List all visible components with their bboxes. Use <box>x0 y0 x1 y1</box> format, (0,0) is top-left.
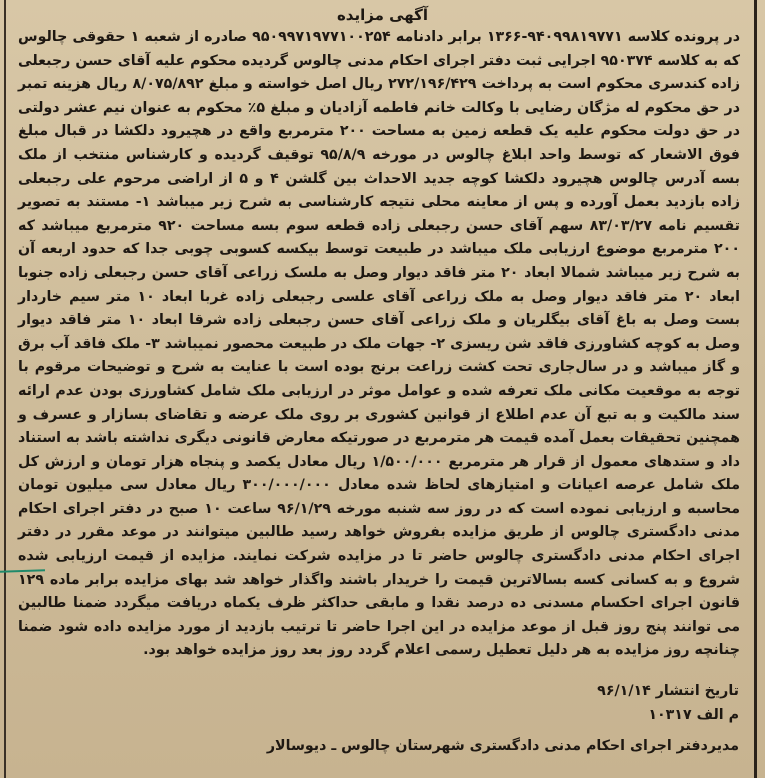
ad-body: در پرونده کلاسه ۹۴۰۹۹۸۱۹۷۷۱-۱۳۶۶ برابر دادنامه ۹۵۰۹۹۷۱۹۷۷۱۰۰۲۵۴ صادره از شعبه ۱ حقوقی چالوس که به کلاسه ۹۵۰۳۷۴ اجرایی ثبت دفتر اجرای احکام مدنی چالوس گردیده محکوم علیه آقای حسن رجبعلی زاده کندسری محکوم است به پرداخت ۲۷۲/۱۹۶/۴۲۹ ریال اصل خواسته و مبلغ ۸/۰۷۵/۸۹۲ ریال هزینه تمبر در حق محکوم له مژگان رضایی با وکالت خانم فاطمه آزادیان و مبلغ ۵٪ محکوم به عنوان نیم عشر دولتی در حق دولت محکوم علیه یک قطعه زمین به مساحت ۲۰۰ مترمربع واقع در هچیرود دلکشا در قبال مبلغ فوق الاشعار که توسط واحد ابلاغ چالوس در مورخه ۹۵/۸/۹ توقیف گردیده و کارشناس منتخب از ملک بسه آدرس چالوس هچیرود دلکشا کوچه جدید الاحداث بین گلشن ۴ و ۵ از اراضی مرحوم علی رجبعلی زاده بازدید بعمل آورده و پس از معاینه محلی نتیجه کارشناسی به شرح زیر میباشد ۱- مستند به تصویر تقسیم نامه ۸۳/۰۳/۲۷ سهم آقای حسن رجبعلی زاده قطعه سوم بسه مساحت ۹۲۰ مترمربع میباشد که ۲۰۰ مترمربع موضوع ارزیابی ملک میباشد در طبیعت توسط بیکسه کسوبی چوبی جدا که حدود اربعه آن به شرح زیر میباشد شمالا ابعاد ۲۰ متر فاقد دیوار وصل به ملسک زراعی آقای حسن رجبعلی زاده جنوبا ابعاد ۲۰ متر فاقد دیوار وصل به ملک زراعی آقای علسی رجبعلی زاده غربا ابعاد ۱۰ متر سیم خاردار بست وصل به باغ آقای بیگلریان و ملک زراعی آقای حسن رجبعلی زاده شرقا ابعاد ۱۰ متر فاقد دیوار وصل به کوچه کشاورزی فاقد شن ریسزی ۲- جهات ملک در طبیعت محصور نمیباشد ۳- ملک فاقد آب برق و گاز میباشد و در سال‌جاری تحت کشت زراعت برنج بوده است با عنایت به شرح و توضیحات مرقوم با توجه به موقعیت مکانی ملک تعرفه شده و عوامل موثر در ارزیابی ملک شامل کشاورزی بودن عدم ارائه سند مالکیت و به تبع آن عدم اطلاع از قوانین کشوری بر روی ملک عرضه و تقاضای بسازار و عسرف و همچنین تحقیقات بعمل آمده قیمت هر مترمربع در صورتیکه معارض قانونی دیگری نداشته باشد به استناد داد و ستدهای معمول از قرار هر مترمربع ۱/۵۰۰/۰۰۰ ریال معادل یکصد و پنجاه هزار تومان و ارزش کل ملک شامل عرصه اعیانات و امتیازهای لحاظ شده معادل ۳۰۰/۰۰۰/۰۰۰ ریال معادل سی میلیون تومان محاسبه و ارزیابی نموده است که در روز سه شنبه مورخه ۹۶/۱/۲۹ ساعت ۱۰ صبح در دفتر اجرای احکام مدنی دادگستری چالوس از طریق مزایده بفروش خواهد رسید طالبین میتوانند در موعد مقرر در دفتر اجرای احکام مدنی دادگستری چالوس حاضر تا در مزایده شرکت نمایند. مزایده از قیمت ارزیابی شده شروع و به کسانی کسه بسالاترین قیمت را خریدار باشند واگذار خواهد شد بهای مزایده برابر ماده ۱۲۹ قانون اجرای احکسام مسدنی ده درصد نقدا و مابقی حداکثر ظرف یکماه دریافت میگردد ضمنا طالبین می توانند پنج روز قبل از موعد مزایده در این اجرا حاضر تا ترتیب بازدید از مورد مزایده داده شود ضمنا چنانچه روز مزایده به هر دلیل تعطیل رسمی اعلام گردد روز بعد روز مزایده خواهد بود. <box>18 29 741 659</box>
publish-date: تاریخ انتشار ۹۶/۱/۱۴ <box>597 683 739 699</box>
clipping-right-border <box>754 0 757 778</box>
clipping-left-border <box>4 0 6 778</box>
ad-code: م الف ۱۰۳۱۷ <box>648 707 739 723</box>
signature-line: مدیردفتر اجرای احکام مدنی دادگستری شهرستان چالوس ـ دیوسالار <box>266 738 739 754</box>
ad-title: آگهی مزایده <box>336 6 429 24</box>
